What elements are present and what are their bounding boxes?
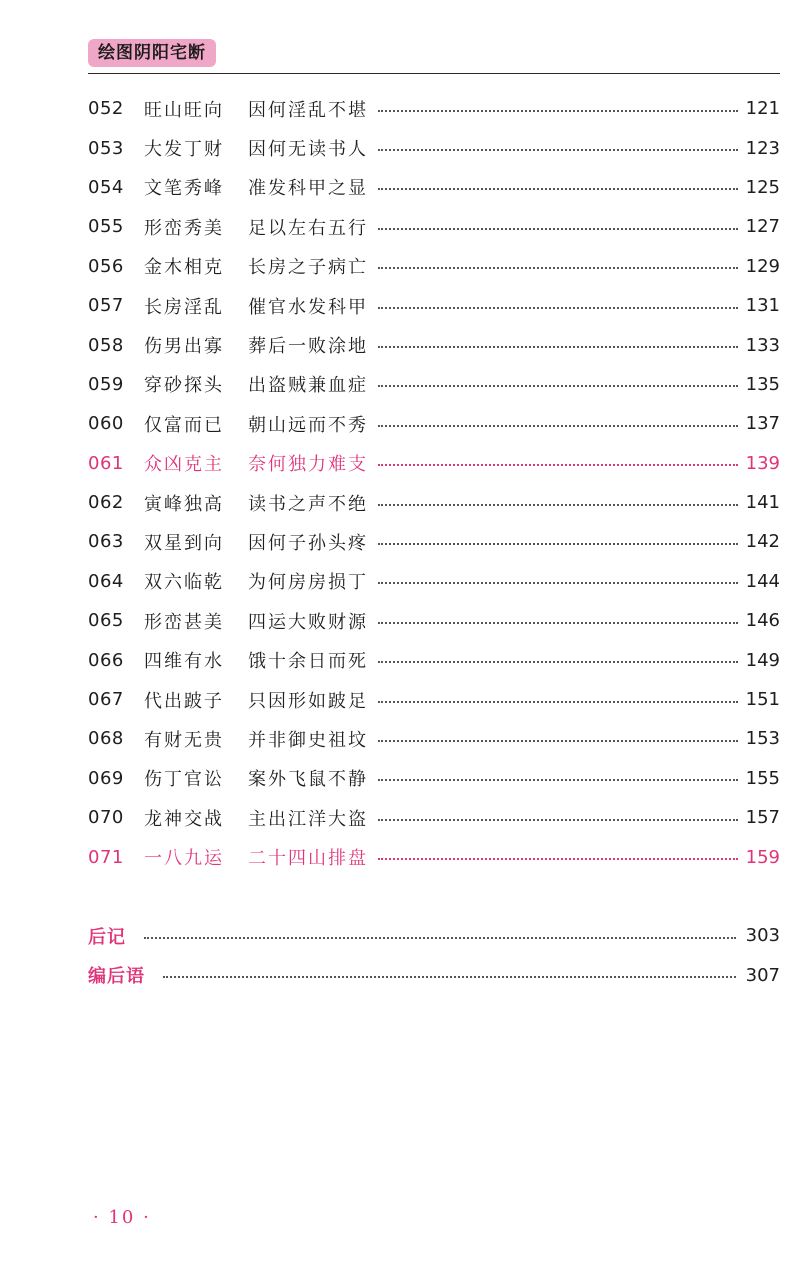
entry-subtitle: 催官水发科甲 (248, 296, 368, 318)
entry-number: 056 (88, 255, 124, 277)
entry-number: 060 (88, 413, 124, 435)
entry-subtitle: 二十四山排盘 (248, 848, 368, 870)
toc-entry[interactable] (88, 404, 780, 443)
dot-leader (163, 976, 736, 978)
appendix-entry[interactable] (88, 955, 780, 994)
entry-subtitle: 因何淫乱不堪 (248, 99, 368, 121)
entry-title: 仅富而已 (144, 414, 224, 436)
entry-page: 153 (745, 728, 780, 750)
entry-subtitle: 奈何独力难支 (248, 454, 368, 476)
entry-page: 151 (745, 689, 780, 711)
dot-leader (378, 267, 738, 269)
entry-title: 文笔秀峰 (144, 178, 224, 200)
entry-title: 长房淫乱 (144, 296, 224, 318)
entry-page: 127 (745, 216, 780, 238)
entry-title: 伤丁官讼 (144, 769, 224, 791)
entry-number: 065 (88, 610, 124, 632)
toc-entry[interactable] (88, 247, 780, 286)
dot-leader (378, 740, 738, 742)
toc-entry[interactable] (88, 522, 780, 561)
dot-leader (378, 779, 738, 781)
dot-leader (378, 543, 738, 545)
entry-page: 125 (745, 176, 780, 198)
entry-title: 大发丁财 (144, 139, 224, 161)
appendix-page: 303 (745, 925, 780, 947)
entry-subtitle: 因何子孙头疼 (248, 532, 368, 554)
entry-title: 众凶克主 (144, 454, 224, 476)
entry-number: 070 (88, 807, 124, 829)
entry-title: 金木相克 (144, 257, 224, 279)
entry-number: 063 (88, 531, 124, 553)
entry-page: 129 (745, 255, 780, 277)
toc-entry[interactable] (88, 286, 780, 325)
appendix-label: 后记 (88, 926, 126, 948)
entry-subtitle: 饿十余日而死 (248, 651, 368, 673)
entry-page: 131 (745, 295, 780, 317)
entry-page: 135 (745, 373, 780, 395)
entry-number: 054 (88, 176, 124, 198)
entry-subtitle: 四运大败财源 (248, 611, 368, 633)
toc-entry[interactable] (88, 680, 780, 719)
entry-subtitle: 准发科甲之显 (248, 178, 368, 200)
appendix-label: 编后语 (88, 966, 145, 988)
entry-title: 四维有水 (144, 651, 224, 673)
entry-number: 055 (88, 216, 124, 238)
table-of-contents (88, 89, 780, 877)
entry-number: 071 (88, 846, 124, 868)
entry-page: 159 (745, 846, 780, 868)
dot-leader (378, 622, 738, 624)
entry-page: 137 (745, 413, 780, 435)
entry-title: 有财无贵 (144, 729, 224, 751)
page-number: · 10 · (93, 1207, 151, 1228)
toc-entry[interactable] (88, 444, 780, 483)
toc-entry[interactable] (88, 325, 780, 364)
entry-title: 寅峰独高 (144, 493, 224, 515)
dot-leader (378, 582, 738, 584)
entry-number: 053 (88, 137, 124, 159)
entry-subtitle: 读书之声不绝 (248, 493, 368, 515)
entry-page: 141 (745, 492, 780, 514)
toc-entry[interactable] (88, 365, 780, 404)
entry-page: 144 (745, 570, 780, 592)
entry-number: 066 (88, 649, 124, 671)
entry-subtitle: 因何无读书人 (248, 139, 368, 161)
entry-subtitle: 朝山远而不秀 (248, 414, 368, 436)
entry-subtitle: 长房之子病亡 (248, 257, 368, 279)
entry-title: 伤男出寡 (144, 336, 224, 358)
entry-page: 123 (745, 137, 780, 159)
dot-leader (378, 425, 738, 427)
entry-page: 149 (745, 649, 780, 671)
toc-entry[interactable] (88, 601, 780, 640)
entry-page: 121 (745, 98, 780, 120)
appendix-page: 307 (745, 964, 780, 986)
dot-leader (378, 228, 738, 230)
entry-title: 龙神交战 (144, 808, 224, 830)
entry-number: 059 (88, 373, 124, 395)
toc-entry[interactable] (88, 562, 780, 601)
entry-number: 062 (88, 492, 124, 514)
toc-entry[interactable] (88, 207, 780, 246)
dot-leader (378, 188, 738, 190)
entry-page: 157 (745, 807, 780, 829)
entry-number: 061 (88, 452, 124, 474)
entry-page: 139 (745, 452, 780, 474)
entry-title: 旺山旺向 (144, 99, 224, 121)
entry-number: 058 (88, 334, 124, 356)
entry-page: 146 (745, 610, 780, 632)
appendix-entry[interactable] (88, 916, 780, 955)
dot-leader (378, 464, 738, 466)
entry-subtitle: 葬后一败涂地 (248, 336, 368, 358)
toc-entry[interactable] (88, 640, 780, 679)
entry-subtitle: 足以左右五行 (248, 217, 368, 239)
running-header (88, 38, 216, 68)
entry-page: 155 (745, 767, 780, 789)
toc-entry[interactable] (88, 128, 780, 167)
entry-title: 形峦甚美 (144, 611, 224, 633)
entry-subtitle: 并非御史祖坟 (248, 729, 368, 751)
toc-entry[interactable] (88, 89, 780, 128)
entry-number: 069 (88, 767, 124, 789)
entry-title: 双六临乾 (144, 572, 224, 594)
entry-number: 064 (88, 570, 124, 592)
dot-leader (378, 701, 738, 703)
entry-subtitle: 出盗贼兼血症 (248, 375, 368, 397)
dot-leader (378, 110, 738, 112)
entry-title: 代出跛子 (144, 690, 224, 712)
toc-entry[interactable] (88, 798, 780, 837)
entry-title: 形峦秀美 (144, 217, 224, 239)
toc-entry[interactable] (88, 168, 780, 207)
dot-leader (378, 149, 738, 151)
entry-subtitle: 主出江洋大盗 (248, 808, 368, 830)
dot-leader (378, 385, 738, 387)
entry-title: 穿砂探头 (144, 375, 224, 397)
entry-number: 052 (88, 98, 124, 120)
entry-subtitle: 为何房房损丁 (248, 572, 368, 594)
dot-leader (378, 307, 738, 309)
toc-entry[interactable] (88, 719, 780, 758)
entry-page: 142 (745, 531, 780, 553)
dot-leader (378, 346, 738, 348)
entry-number: 057 (88, 295, 124, 317)
entry-number: 068 (88, 728, 124, 750)
entry-subtitle: 只因形如跛足 (248, 690, 368, 712)
header-rule (88, 73, 780, 74)
toc-entry[interactable] (88, 483, 780, 522)
dot-leader (378, 661, 738, 663)
entry-subtitle: 案外飞鼠不静 (248, 769, 368, 791)
dot-leader (378, 819, 738, 821)
entry-page: 133 (745, 334, 780, 356)
dot-leader (144, 937, 736, 939)
entry-number: 067 (88, 689, 124, 711)
entry-title: 双星到向 (144, 532, 224, 554)
book-title-badge: 绘图阴阳宅断 (88, 39, 216, 67)
entry-title: 一八九运 (144, 848, 224, 870)
dot-leader (378, 858, 738, 860)
appendix-entries (88, 916, 780, 995)
toc-entry[interactable] (88, 837, 780, 876)
toc-entry[interactable] (88, 759, 780, 798)
dot-leader (378, 504, 738, 506)
